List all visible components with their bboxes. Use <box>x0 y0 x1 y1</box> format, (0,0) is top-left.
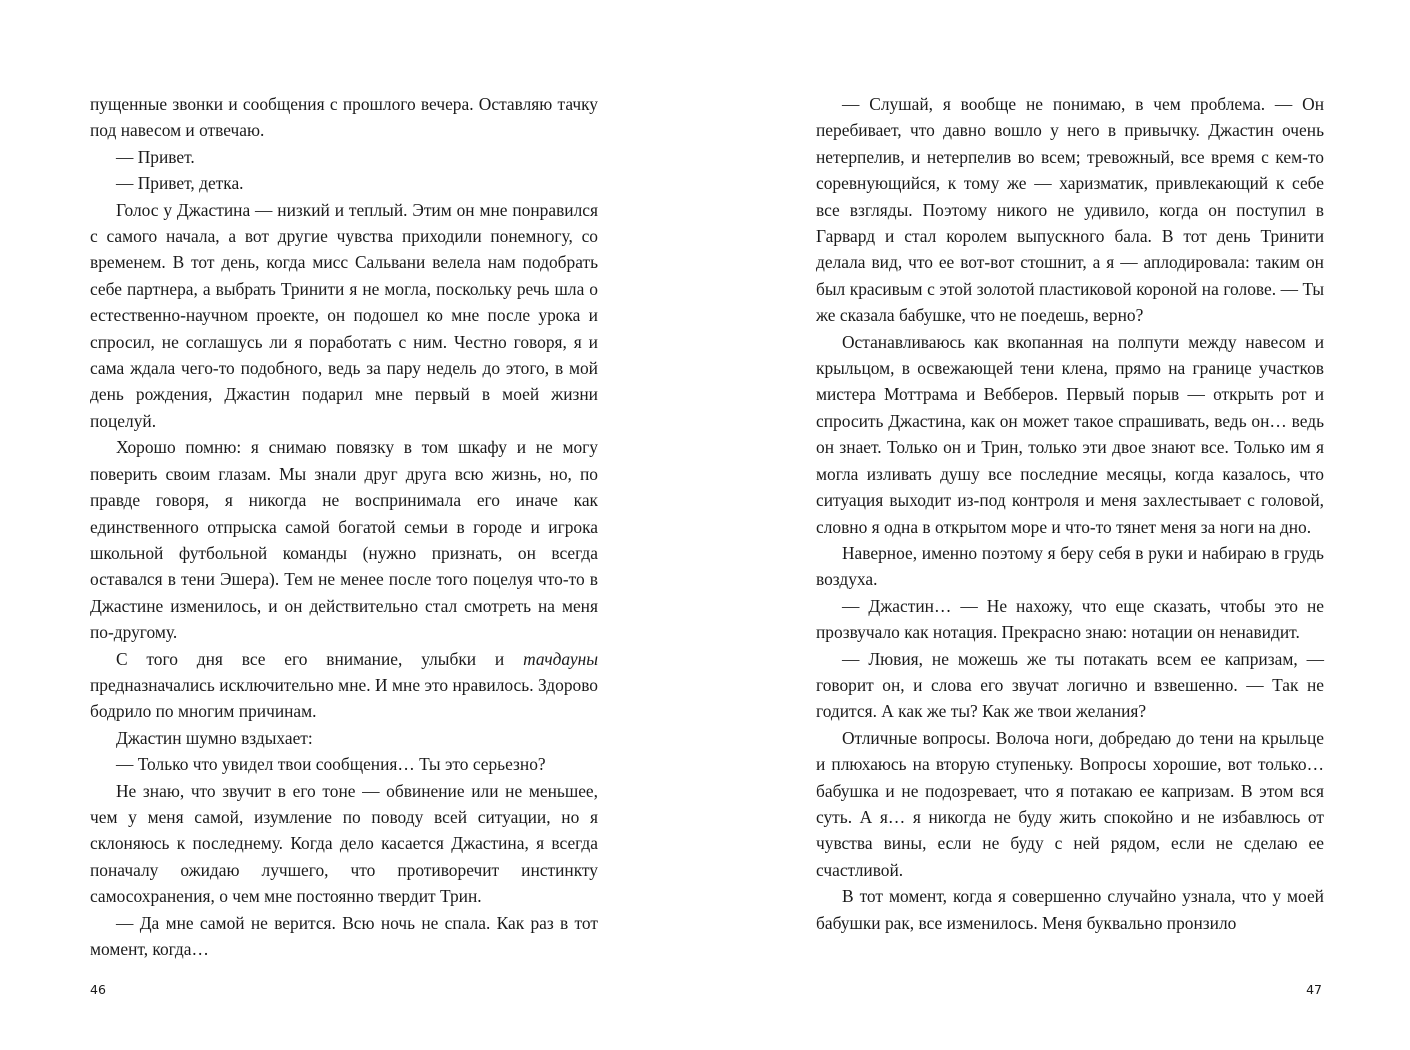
paragraph: Наверное, именно поэтому я беру себя в руки и набираю в грудь воздуха. <box>816 542 1324 590</box>
paragraph-text: предназначались исключительно мне. И мне это нравилось. Здорово бодрило по многим причинам. <box>90 674 598 722</box>
paragraph <box>90 646 598 725</box>
paragraph: Останавливаюсь как вкопанная на полпути между навесом и крыльцом, в освежающей тени клена, прямо на границе участков мистера Моттрама и Вебберов. Первый порыв — открыть рот и спросить Джастина, как он может такое спрашивать, ведь он… ведь он знает. Только он и Трин, только эти двое знают все. Только им я могла изливать душу все последние месяцы, когда казалось, что ситуация выходит из-под контроля и меня захлестывает с головой, словно я одна в открытом море и что-то тянет меня за ноги на дно. <box>816 331 1324 537</box>
left-page-text <box>90 91 598 962</box>
paragraph: — Джастин… — Не нахожу, что еще сказать, чтобы это не прозвучало как нотация. Прекрасно знаю: нотации он ненавидит. <box>816 595 1324 643</box>
right-page-text <box>816 91 1324 936</box>
paragraph: — Слушай, я вообще не понимаю, в чем проблема. — Он перебивает, что давно вошло у него в привычку. Джастин очень нетерпелив, и нетерпелив во всем; тревожный, все время с кем-то соревнующийся, к тому же — харизматик, привлекающий к себе все взгляды. Поэтому никого не удивило, когда он поступил в Гарвард и стал королем выпускного бала. В тот день Тринити делала вид, что ее вот-вот стошнит, а я — аплодировала: таким он был красивым с этой золотой пластиковой короной на голове. — Ты же сказала бабушке, что не поедешь, верно? <box>816 94 1324 326</box>
paragraph: В тот момент, когда я совершенно случайно узнала, что у моей бабушки рак, все изменилось. Меня буквально пронзило <box>816 886 1324 933</box>
paragraph: Хорошо помню: я снимаю повязку в том шкафу и не могу поверить своим глазам. Мы знали друг друга всю жизнь, но, по правде говоря, я никогда не воспринимала его иначе как единственного отпрыска самой богатой семьи в городе и игрока школьной футбольной команды (нужно признать, он всегда оставался в тени Эшера). Тем не менее после того поцелуя что-то в Джастине изменилось, и он действительно стал смотреть на меня по-другому. <box>90 437 598 643</box>
paragraph: — Лювия, не можешь же ты потакать всем ее капризам, — говорит он, и слова его звучат логично и взвешенно. — Так не годится. А как же ты? Как же твои желания? <box>816 648 1324 722</box>
paragraph-text: С того дня все его внимание, улыбки и <box>116 648 524 669</box>
paragraph: Отличные вопросы. Волоча ноги, добредаю до тени на крыльце и плюхаюсь на вторую ступеньку. Вопросы хорошие, вот только… бабушка и не подозревает, что я потакаю ее капризам. В этом вся суть. А я… я никогда не буду жить спокойно и не избавлюсь от чувства вины, если не буду с ней рядом, если не сделаю ее счастливой. <box>816 727 1324 880</box>
paragraph: — Только что увидел твои сообщения… Ты это серьезно? <box>116 754 546 775</box>
right-page <box>705 0 1410 1050</box>
page-number: 47 <box>1306 982 1322 997</box>
paragraph: — Да мне самой не верится. Всю ночь не спала. Как раз в тот момент, когда… <box>90 912 598 959</box>
paragraph: пущенные звонки и сообщения с прошлого вечера. Оставляю тачку под навесом и отвечаю. <box>90 94 598 141</box>
italic-word: тачдауны <box>523 648 598 669</box>
paragraph: Джастин шумно вздыхает: <box>116 727 313 748</box>
paragraph: — Привет. <box>116 146 195 167</box>
paragraph: Не знаю, что звучит в его тоне — обвинение или не меньшее, чем у меня самой, изумление по поводу всей ситуации, но я склоняюсь к последнему. Когда дело касается Джастина, я всегда поначалу ожидаю лучшего, что противоречит инстинкту самосохранения, о чем мне постоянно твердит Трин. <box>90 780 598 907</box>
paragraph: Голос у Джастина — низкий и теплый. Этим он мне понравился с самого начала, а вот другие чувства приходили понемногу, со временем. В тот день, когда мисс Сальвани велела нам подобрать себе партнера, а выбрать Тринити я не могла, поскольку речь шла о естественно-научном проекте, он подошел ко мне после урока и спросил, не соглашусь ли я поработать с ним. Честно говоря, я и сама ждала чего-то подобного, ведь за пару недель до этого, в мой день рождения, Джастин подарил мне первый в моей жизни поцелуй. <box>90 199 598 431</box>
paragraph: — Привет, детка. <box>116 173 244 194</box>
page-number: 46 <box>90 982 106 997</box>
